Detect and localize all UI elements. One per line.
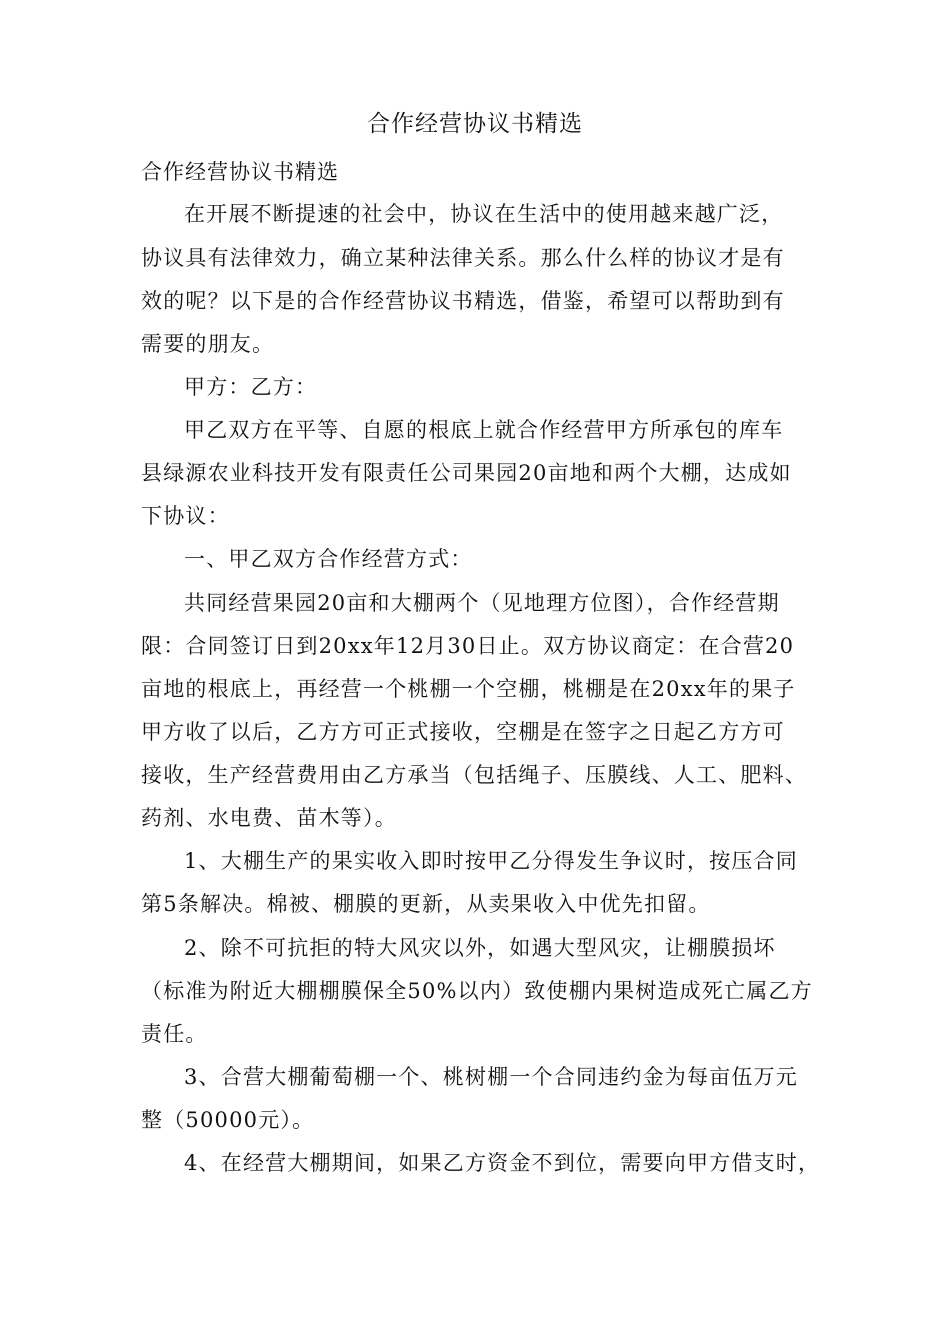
paragraph-line: 共同经营果园20亩和大棚两个（见地理方位图），合作经营期 bbox=[184, 591, 780, 615]
paragraph-line: 甲乙双方在平等、自愿的根底上就合作经营甲方所承包的库车 bbox=[184, 418, 784, 442]
paragraph-line: 接收，生产经营费用由乙方承当（包括绳子、压膜线、人工、肥料、 bbox=[141, 763, 807, 787]
paragraph-line: 药剂、水电费、苗木等）。 bbox=[141, 806, 397, 830]
clause-line: 1、大棚生产的果实收入即时按甲乙分得发生争议时，按压合同 bbox=[184, 849, 798, 873]
clause-line: 整（50000元）。 bbox=[141, 1108, 315, 1132]
paragraph-line: 县绿源农业科技开发有限责任公司果园20亩地和两个大棚，达成如 bbox=[141, 461, 792, 485]
section-heading: 一、甲乙双方合作经营方式： bbox=[184, 547, 473, 571]
paragraph-line: 需要的朋友。 bbox=[141, 332, 275, 356]
clause-line: （标准为附近大棚棚膜保全50%以内）致使棚内果树造成死亡属乙方 bbox=[141, 979, 813, 1003]
paragraph-line: 甲方收了以后，乙方方可正式接收，空棚是在签字之日起乙方方可 bbox=[141, 720, 785, 744]
paragraph-line: 下协议： bbox=[141, 504, 230, 528]
clause-line: 第5条解决。棉被、棚膜的更新，从卖果收入中优先扣留。 bbox=[141, 892, 711, 916]
parties-line: 甲方：乙方： bbox=[184, 375, 318, 399]
paragraph-line: 在开展不断提速的社会中，协议在生活中的使用越来越广泛， bbox=[184, 202, 784, 226]
paragraph-line: 限：合同签订日到20xx年12月30日止。双方协议商定：在合营20 bbox=[141, 634, 795, 658]
clause-line: 4、在经营大棚期间，如果乙方资金不到位，需要向甲方借支时， bbox=[184, 1151, 821, 1175]
paragraph-line: 协议具有法律效力，确立某种法律关系。那么什么样的协议才是有 bbox=[141, 246, 785, 270]
document-subtitle: 合作经营协议书精选 bbox=[141, 160, 339, 184]
clause-line: 责任。 bbox=[141, 1022, 208, 1046]
clause-line: 3、合营大棚葡萄棚一个、桃树棚一个合同违约金为每亩伍万元 bbox=[184, 1065, 798, 1089]
document-title: 合作经营协议书精选 bbox=[367, 111, 583, 137]
clause-line: 2、除不可抗拒的特大风灾以外，如遇大型风灾，让棚膜损坏 bbox=[184, 936, 776, 960]
paragraph-line: 亩地的根底上，再经营一个桃棚一个空棚，桃棚是在20xx年的果子 bbox=[141, 677, 796, 701]
paragraph-line: 效的呢？以下是的合作经营协议书精选，借鉴，希望可以帮助到有 bbox=[141, 289, 785, 313]
